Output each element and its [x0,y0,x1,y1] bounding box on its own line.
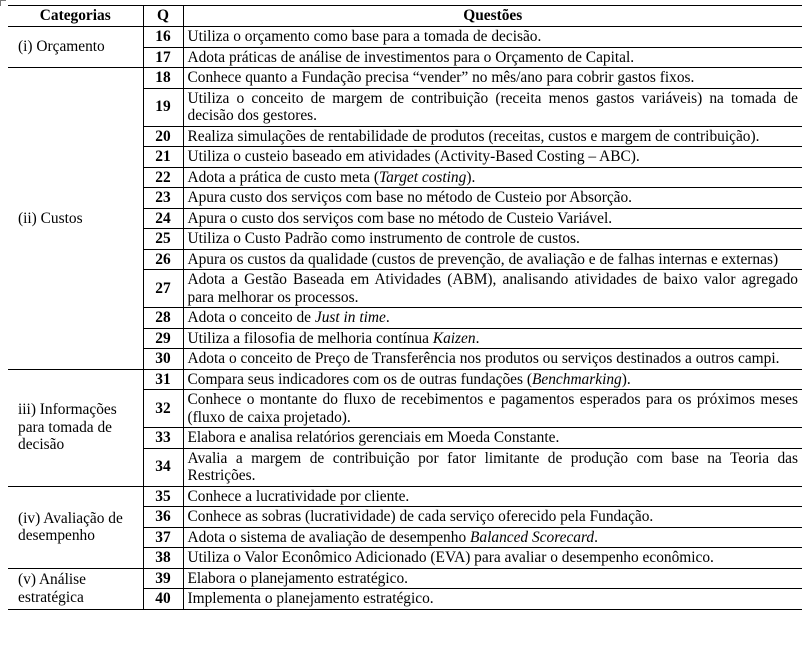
question-text: Utiliza o Custo Padrão como instrumento de controle de custos. [183,229,802,250]
header-questoes: Questões [183,6,802,27]
table-row [8,568,802,589]
table-body [8,27,802,610]
question-text: Conhece as sobras (lucratividade) de cada serviço oferecido pela Fundação. [183,507,802,528]
question-text: Utiliza o conceito de margem de contribuição (receita menos gastos variáveis) na tomada de decisão dos gestores. [183,88,802,126]
question-text-part: . [594,528,598,546]
question-text-italic: Kaizen [432,329,476,347]
question-text: Adota a Gestão Baseada em Atividades (ABM), analisando atividades de baixo valor agregado para melhorar os processos. [183,270,802,308]
question-text: Apura os custos da qualidade (custos de prevenção, de avaliação e de falhas internas e externas) [183,249,802,270]
question-number: 38 [143,548,183,569]
category-cell: (iv) Avaliação de desempenho [8,486,143,568]
category-cell: (ii) Custos [8,68,143,370]
question-text-part: ). [621,370,631,388]
question-number: 27 [143,270,183,308]
question-number: 20 [143,126,183,147]
question-number: 19 [143,88,183,126]
question-text: Avalia a margem de contribuição por fator limitante de produção com base na Teoria das Restrições. [183,448,802,486]
question-text-part: Utiliza a filosofia de melhoria contínua [187,329,433,347]
table-row [8,486,802,507]
question-text-part: Adota a prática de custo meta ( [187,168,379,186]
question-number: 37 [143,527,183,548]
question-text-italic: Target costing [378,168,467,186]
question-number: 16 [143,27,183,48]
question-text: Utiliza o Valor Econômico Adicionado (EVA) para avaliar o desempenho econômico. [183,548,802,569]
question-text-italic: Just in time [314,309,386,326]
question-number: 18 [143,68,183,89]
question-number: 24 [143,208,183,229]
question-text-part: Adota o conceito de [187,309,315,326]
page-corner-mark [0,0,6,6]
question-text: Apura o custo dos serviços com base no método de Custeio Variável. [183,208,802,229]
question-text: Conhece quanto a Fundação precisa “vender” no mês/ano para cobrir gastos fixos. [183,68,802,89]
question-number: 21 [143,147,183,168]
category-cell: iii) Informações para tomada de decisão [8,369,143,486]
question-text-part: Compara seus indicadores com os de outras fundações ( [187,370,532,388]
table-row [8,369,802,390]
question-text: Utiliza o custeio baseado em atividades (Activity-Based Costing – ABC). [183,147,802,168]
question-text: Elabora o planejamento estratégico. [183,568,802,589]
question-text: Realiza simulações de rentabilidade de produtos (receitas, custos e margem de contribuição). [183,126,802,147]
question-number: 32 [143,390,183,428]
question-number: 17 [143,47,183,68]
question-text-part: . [475,329,480,347]
question-text: Conhece a lucratividade por cliente. [183,486,802,507]
question-text [183,328,802,349]
table-row [8,27,802,48]
category-cell: (i) Orçamento [8,27,143,68]
question-number: 22 [143,167,183,188]
question-text [183,369,802,390]
table-row [8,68,802,89]
question-text [183,527,802,548]
question-number: 39 [143,568,183,589]
question-text: Adota o conceito de Preço de Transferência nos produtos ou serviços destinados a outros campi. [183,349,802,370]
question-text-italic: Balanced Scorecard [470,528,595,546]
question-number: 34 [143,448,183,486]
question-number: 25 [143,229,183,250]
header-q: Q [143,6,183,27]
question-text-part: Adota o sistema de avaliação de desempenho [187,528,470,546]
question-text: Elabora e analisa relatórios gerenciais em Moeda Constante. [183,428,802,449]
question-text [183,167,802,188]
question-text: Implementa o planejamento estratégico. [183,589,802,610]
question-text: Adota práticas de análise de investimentos para o Orçamento de Capital. [183,47,802,68]
question-number: 40 [143,589,183,610]
question-number: 26 [143,249,183,270]
question-number: 36 [143,507,183,528]
question-number: 35 [143,486,183,507]
question-number: 33 [143,428,183,449]
question-text-italic: Benchmarking [531,370,622,388]
category-cell: (v) Análise estratégica [8,568,143,609]
question-number: 31 [143,369,183,390]
question-text: Apura custo dos serviços com base no método de Custeio por Absorção. [183,188,802,209]
question-number: 30 [143,349,183,370]
question-number: 29 [143,328,183,349]
question-number: 28 [143,308,183,329]
question-text: Utiliza o orçamento como base para a tomada de decisão. [183,27,802,48]
questions-table [8,5,802,610]
question-text-part: ). [466,168,476,186]
question-text-part: . [385,309,390,326]
table-header-row [8,6,802,27]
question-text: Conhece o montante do fluxo de recebimentos e pagamentos esperados para os próximos meses (fluxo de caixa projetado). [183,390,802,428]
question-number: 23 [143,188,183,209]
question-text [183,308,802,329]
header-categorias: Categorias [8,6,143,27]
